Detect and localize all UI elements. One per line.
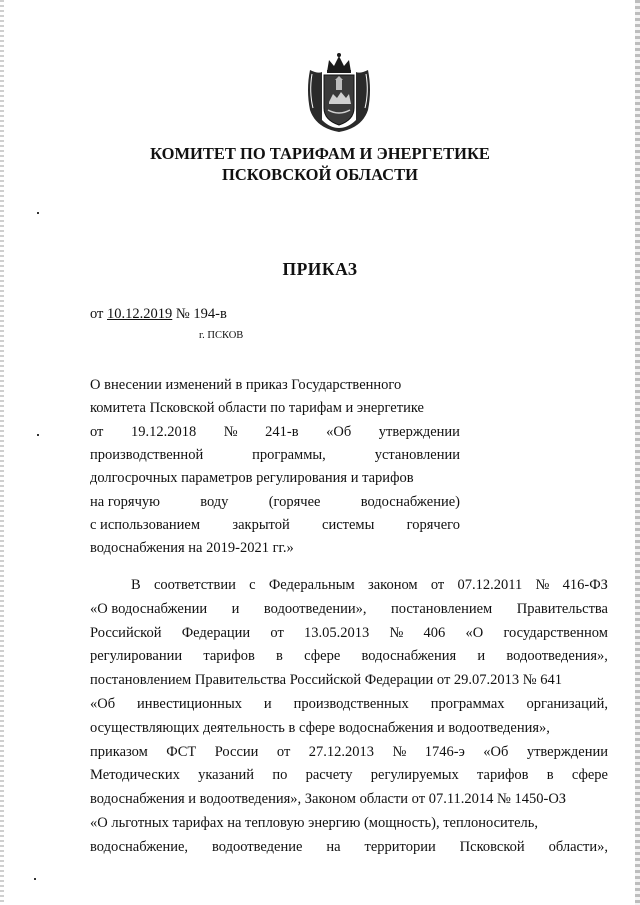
word: тарифов (203, 648, 255, 665)
word: Правительства (516, 600, 608, 617)
word: указаний (198, 767, 255, 784)
document-city: г. ПСКОВ (199, 330, 244, 341)
word: водоснабжение, (90, 838, 189, 855)
body-line (90, 765, 608, 785)
word: производственных (293, 696, 409, 712)
word: ФСТ (166, 743, 197, 760)
scan-speck (34, 878, 36, 880)
subject-line (90, 398, 460, 418)
word: долгосрочных параметров регулирования и тарифов (90, 470, 414, 487)
word: водоснабжение) (360, 493, 460, 510)
word: от (430, 577, 445, 593)
word: программах (430, 696, 505, 712)
word: расчету (305, 767, 353, 784)
document-date: 10.12.2019 (107, 306, 173, 322)
word: 1746-э (424, 743, 465, 760)
word: «Об (90, 696, 116, 712)
word: на горячую (90, 493, 160, 510)
word: законом (367, 577, 418, 593)
word: государственном (503, 624, 608, 641)
word: сфере (304, 648, 341, 665)
word: 19.12.2018 (130, 423, 197, 440)
body-line (90, 623, 608, 643)
word: В (131, 577, 141, 593)
body-line (90, 599, 608, 619)
word: водоснабжения и водоотведения», Законом области от 07.11.2014 № 1450-ОЗ (90, 791, 567, 808)
word: «Об (483, 743, 509, 760)
word: осуществляющих деятельность в сфере водоснабжения и водоотведения», (90, 719, 550, 736)
word: России (214, 743, 259, 760)
word: Псковской (459, 838, 525, 855)
subject-line (90, 445, 460, 465)
word: Российской (90, 624, 162, 641)
subject-line (90, 492, 460, 512)
word: установлении (374, 446, 460, 463)
number-sign: № (175, 306, 190, 322)
word: водоснабжения (361, 648, 457, 665)
word: тарифов (477, 767, 529, 784)
word: организаций, (526, 696, 608, 712)
word: водоснабжения на 2019-2021 гг.» (90, 540, 294, 557)
word: регулируемых (370, 767, 459, 784)
word: и (477, 648, 486, 665)
word: водоотведении», (263, 600, 367, 617)
word: № (389, 624, 404, 641)
word: территории (364, 838, 436, 855)
word: (горячее (268, 493, 321, 510)
word: постановлением Правительства Российской Федерации от 29.07.2013 № 641 (90, 672, 563, 689)
word: постановлением (391, 600, 493, 617)
word: горячего (406, 516, 460, 533)
word: программы, (252, 446, 326, 463)
body-line (90, 646, 608, 666)
word: «О водоснабжении (90, 600, 208, 617)
document-number: 194-в (193, 306, 227, 322)
scan-speck (37, 434, 39, 436)
word: водоотведение (212, 838, 303, 855)
word: соответствии (153, 577, 236, 593)
word: и (263, 696, 272, 712)
word: «О (465, 624, 484, 641)
body-line (90, 789, 608, 809)
word: № (392, 743, 407, 760)
word: с (249, 577, 256, 593)
word: 416-ФЗ (562, 577, 608, 593)
word: инвестиционных (137, 696, 242, 712)
body-line (90, 837, 608, 857)
word: № (535, 577, 550, 593)
body-line (90, 742, 608, 762)
scan-edge-right (635, 0, 640, 905)
subject-line (90, 468, 460, 488)
word: от (90, 423, 104, 440)
subject-line (90, 375, 460, 395)
word: Федеральным (268, 577, 355, 593)
word: в (546, 767, 554, 784)
word: на (326, 838, 341, 855)
word: 27.12.2013 (308, 743, 374, 760)
word: Федерации (181, 624, 251, 641)
word: утверждении (378, 423, 460, 440)
org-name-line2: ПСКОВСКОЙ ОБЛАСТИ (222, 165, 418, 184)
word: приказом (90, 743, 148, 760)
word: 13.05.2013 (304, 624, 370, 641)
coat-of-arms-icon (300, 50, 378, 134)
body-line (90, 813, 608, 833)
word: № (223, 423, 238, 440)
word: области», (548, 838, 608, 855)
word: «Об (326, 423, 352, 440)
word: по (272, 767, 288, 784)
word: водоотведения», (506, 648, 608, 665)
word: с использованием (90, 516, 201, 533)
word: и (231, 600, 240, 617)
word: 07.12.2011 (457, 577, 523, 593)
scan-speck (37, 212, 39, 214)
subject-line (90, 515, 460, 535)
word: «О льготных тарифах на тепловую энергию (мощность), теплоноситель, (90, 815, 539, 831)
word: утверждении (526, 743, 608, 760)
word: 241-в (265, 423, 299, 440)
word: системы (322, 516, 375, 533)
word: воду (200, 493, 229, 510)
body-line (90, 694, 608, 714)
subject-line (90, 422, 460, 442)
word: от (276, 743, 291, 760)
body-line (131, 575, 608, 595)
word: сфере (571, 767, 608, 784)
org-name-line1: КОМИТЕТ ПО ТАРИФАМ И ЭНЕРГЕТИКЕ (150, 144, 490, 163)
scan-edge-left (0, 0, 4, 905)
date-prefix: от (90, 306, 104, 322)
document-dateline (90, 306, 227, 323)
document-title: ПРИКАЗ (282, 259, 358, 279)
word: 406 (423, 624, 446, 641)
word: в (276, 648, 283, 665)
word: от (270, 624, 284, 641)
word: комитета Псковской области по тарифам и энергетике (90, 400, 424, 417)
word: закрытой (232, 516, 290, 533)
word: производственной (90, 446, 204, 463)
word: регулировании (90, 648, 183, 665)
body-line (90, 718, 608, 738)
subject-line (90, 538, 460, 558)
word: О внесении изменений в приказ Государственного (90, 377, 402, 393)
body-line (90, 670, 608, 690)
word: Методических (90, 767, 180, 784)
